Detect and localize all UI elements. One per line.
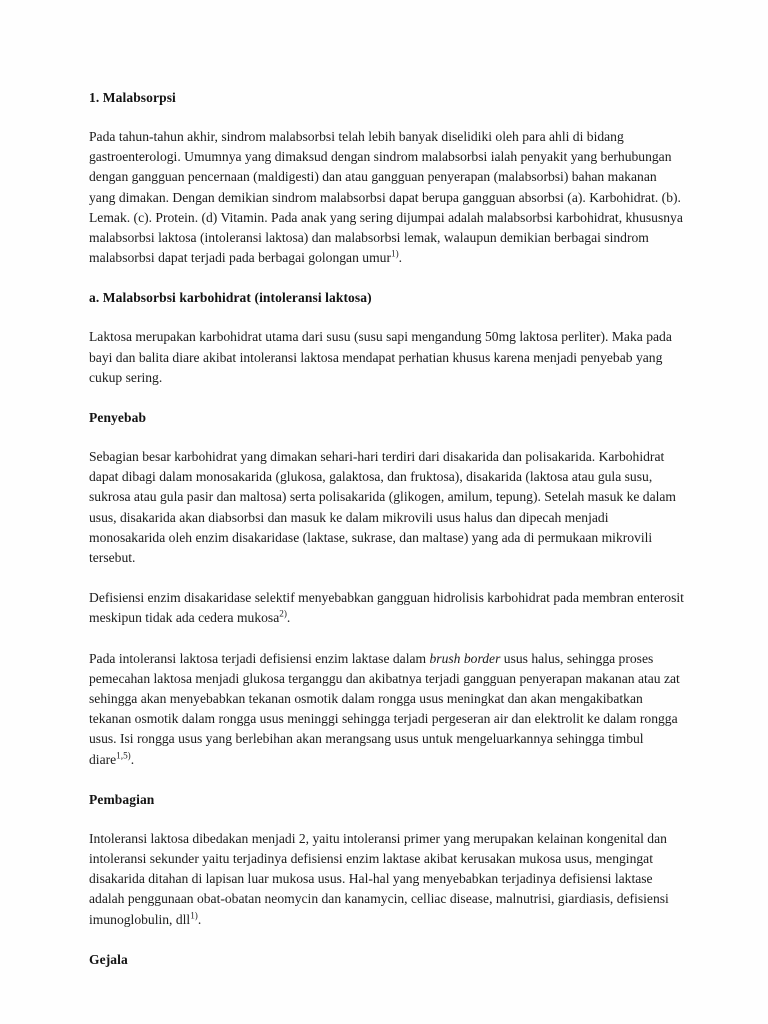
paragraph-text-continued: usus halus, sehingga proses pemecahan laktosa menjadi glukosa terganggu dan akibatnya terjadi gangguan penyerapan makanan atau zat sehingga akan menyebabkan tekanan osmotik dalam rongga usus meningkat dan akan mengakibatkan tekanan osmotik dalam rongga usus meninggi sehingga terjadi pergeseran air dan elektrolit ke dalam rongga usus. Isi rongga usus yang berlebihan akan merangsang usus untuk mengeluarkannya sehingga timbul diare xyxy=(89,650,680,767)
spacer xyxy=(89,108,686,127)
paragraph-text: Defisiensi enzim disakaridase selektif menyebabkan gangguan hidrolisis karbohidrat pada membran enterosit meskipun tidak ada cedera mukosa xyxy=(89,590,684,626)
section-heading-malabsorbsi-karbohidrat: a. Malabsorbsi karbohidrat (intoleransi laktosa) xyxy=(89,290,372,306)
paragraph-text-tail: . xyxy=(197,911,202,927)
section-heading-pembagian: Pembagian xyxy=(89,791,155,807)
paragraph-text: Intoleransi laktosa dibedakan menjadi 2, yaitu intoleransi primer yang merupakan kelainan kongenital dan intoleransi sekunder yaitu terjadinya defisiensi enzim laktase akibat kerusakan mukosa usus, mengingat disakarida ditahan di lapisan luar mukosa usus. Hal-hal yang menyebabkan terjadinya defisiensi laktase adalah penggunaan obat-obatan neomycin dan kanamycin, celliac disease, malnutrisi, giardiasis, defisiensi imunoglobulin, dll xyxy=(89,830,669,927)
paragraph-text: Sebagian besar karbohidrat yang dimakan sehari-hari terdiri dari disakarida dan polisakarida. Karbohidrat dapat dibagi dalam monosakarida (glukosa, galaktosa, dan fruktosa), disakarida (laktosa atau gula susu, sukrosa atau gula pasir dan maltosa) serta polisakarida (glikogen, amilum, tepung). Setelah masuk ke dalam usus, disakarida akan diabsorbsi dan masuk ke dalam mikrovili usus halus dan dipecah menjadi monosakarida oleh enzim disakaridase (laktase, sukrase, dan maltase) yang ada di permukaan mikrovili tersebut. xyxy=(89,449,677,566)
paragraph-text-tail: . xyxy=(286,610,291,626)
paragraph-karbohidrat-disakarida xyxy=(89,447,686,568)
paragraph-intoleransi-laktosa-brush-border xyxy=(89,649,686,770)
spacer xyxy=(89,568,686,588)
paragraph-text-tail: . xyxy=(398,250,403,266)
spacer xyxy=(89,629,686,649)
spacer xyxy=(89,930,686,950)
spacer xyxy=(89,770,686,790)
paragraph-text-tail: . xyxy=(130,751,135,767)
paragraph-text: Pada intoleransi laktosa terjadi defisiensi enzim laktase dalam xyxy=(89,650,430,666)
citation-superscript: 2) xyxy=(279,608,287,619)
section-heading-penyebab: Penyebab xyxy=(89,410,147,426)
paragraph-laktosa-karbohidrat-utama xyxy=(89,327,686,388)
spacer xyxy=(89,810,686,829)
citation-superscript: 1) xyxy=(190,910,198,921)
italic-term-brush-border: brush border xyxy=(429,650,501,666)
paragraph-text: Pada tahun-tahun akhir, sindrom malabsorbsi telah lebih banyak diselidiki oleh para ahli di bidang gastroenterologi. Umumnya yang dimaksud dengan sindrom malabsorbsi ialah penyakit yang berhubungan dengan gangguan pencernaan (maldigesti) dan atau gangguan penyerapan (malabsorbsi) bahan makanan yang dimakan. Dengan demikian sindrom malabsorbsi dapat berupa gangguan absorbsi (a). Karbohidrat. (b). Lemak. (c). Protein. (d) Vitamin. Pada anak yang sering dijumpai adalah malabsorbsi karbohidrat, khususnya malabsorbsi laktosa (intoleransi laktosa) dan malabsorbsi lemak, walaupun demikian berbagai sindrom malabsorbsi dapat terjadi pada berbagai golongan umur xyxy=(89,129,683,266)
paragraph-defisiensi-disakaridase xyxy=(89,588,686,628)
citation-superscript: 1) xyxy=(390,248,399,259)
section-heading-malabsorpsi: 1. Malabsorpsi xyxy=(89,90,176,105)
spacer xyxy=(89,268,686,288)
citation-superscript: 1,5) xyxy=(116,750,131,761)
paragraph-intro xyxy=(89,127,686,268)
spacer xyxy=(89,308,686,327)
paragraph-text: Laktosa merupakan karbohidrat utama dari susu (susu sapi mengandung 50mg laktosa perliter). Maka pada bayi dan balita diare akibat intoleransi laktosa mendapat perhatian khusus karena menjadi penyebab yang cukup sering. xyxy=(89,329,672,385)
spacer xyxy=(89,388,686,408)
spacer xyxy=(89,428,686,447)
paragraph-intoleransi-primer-sekunder xyxy=(89,829,686,930)
section-heading-gejala: Gejala xyxy=(89,951,128,967)
document-body xyxy=(89,88,686,970)
